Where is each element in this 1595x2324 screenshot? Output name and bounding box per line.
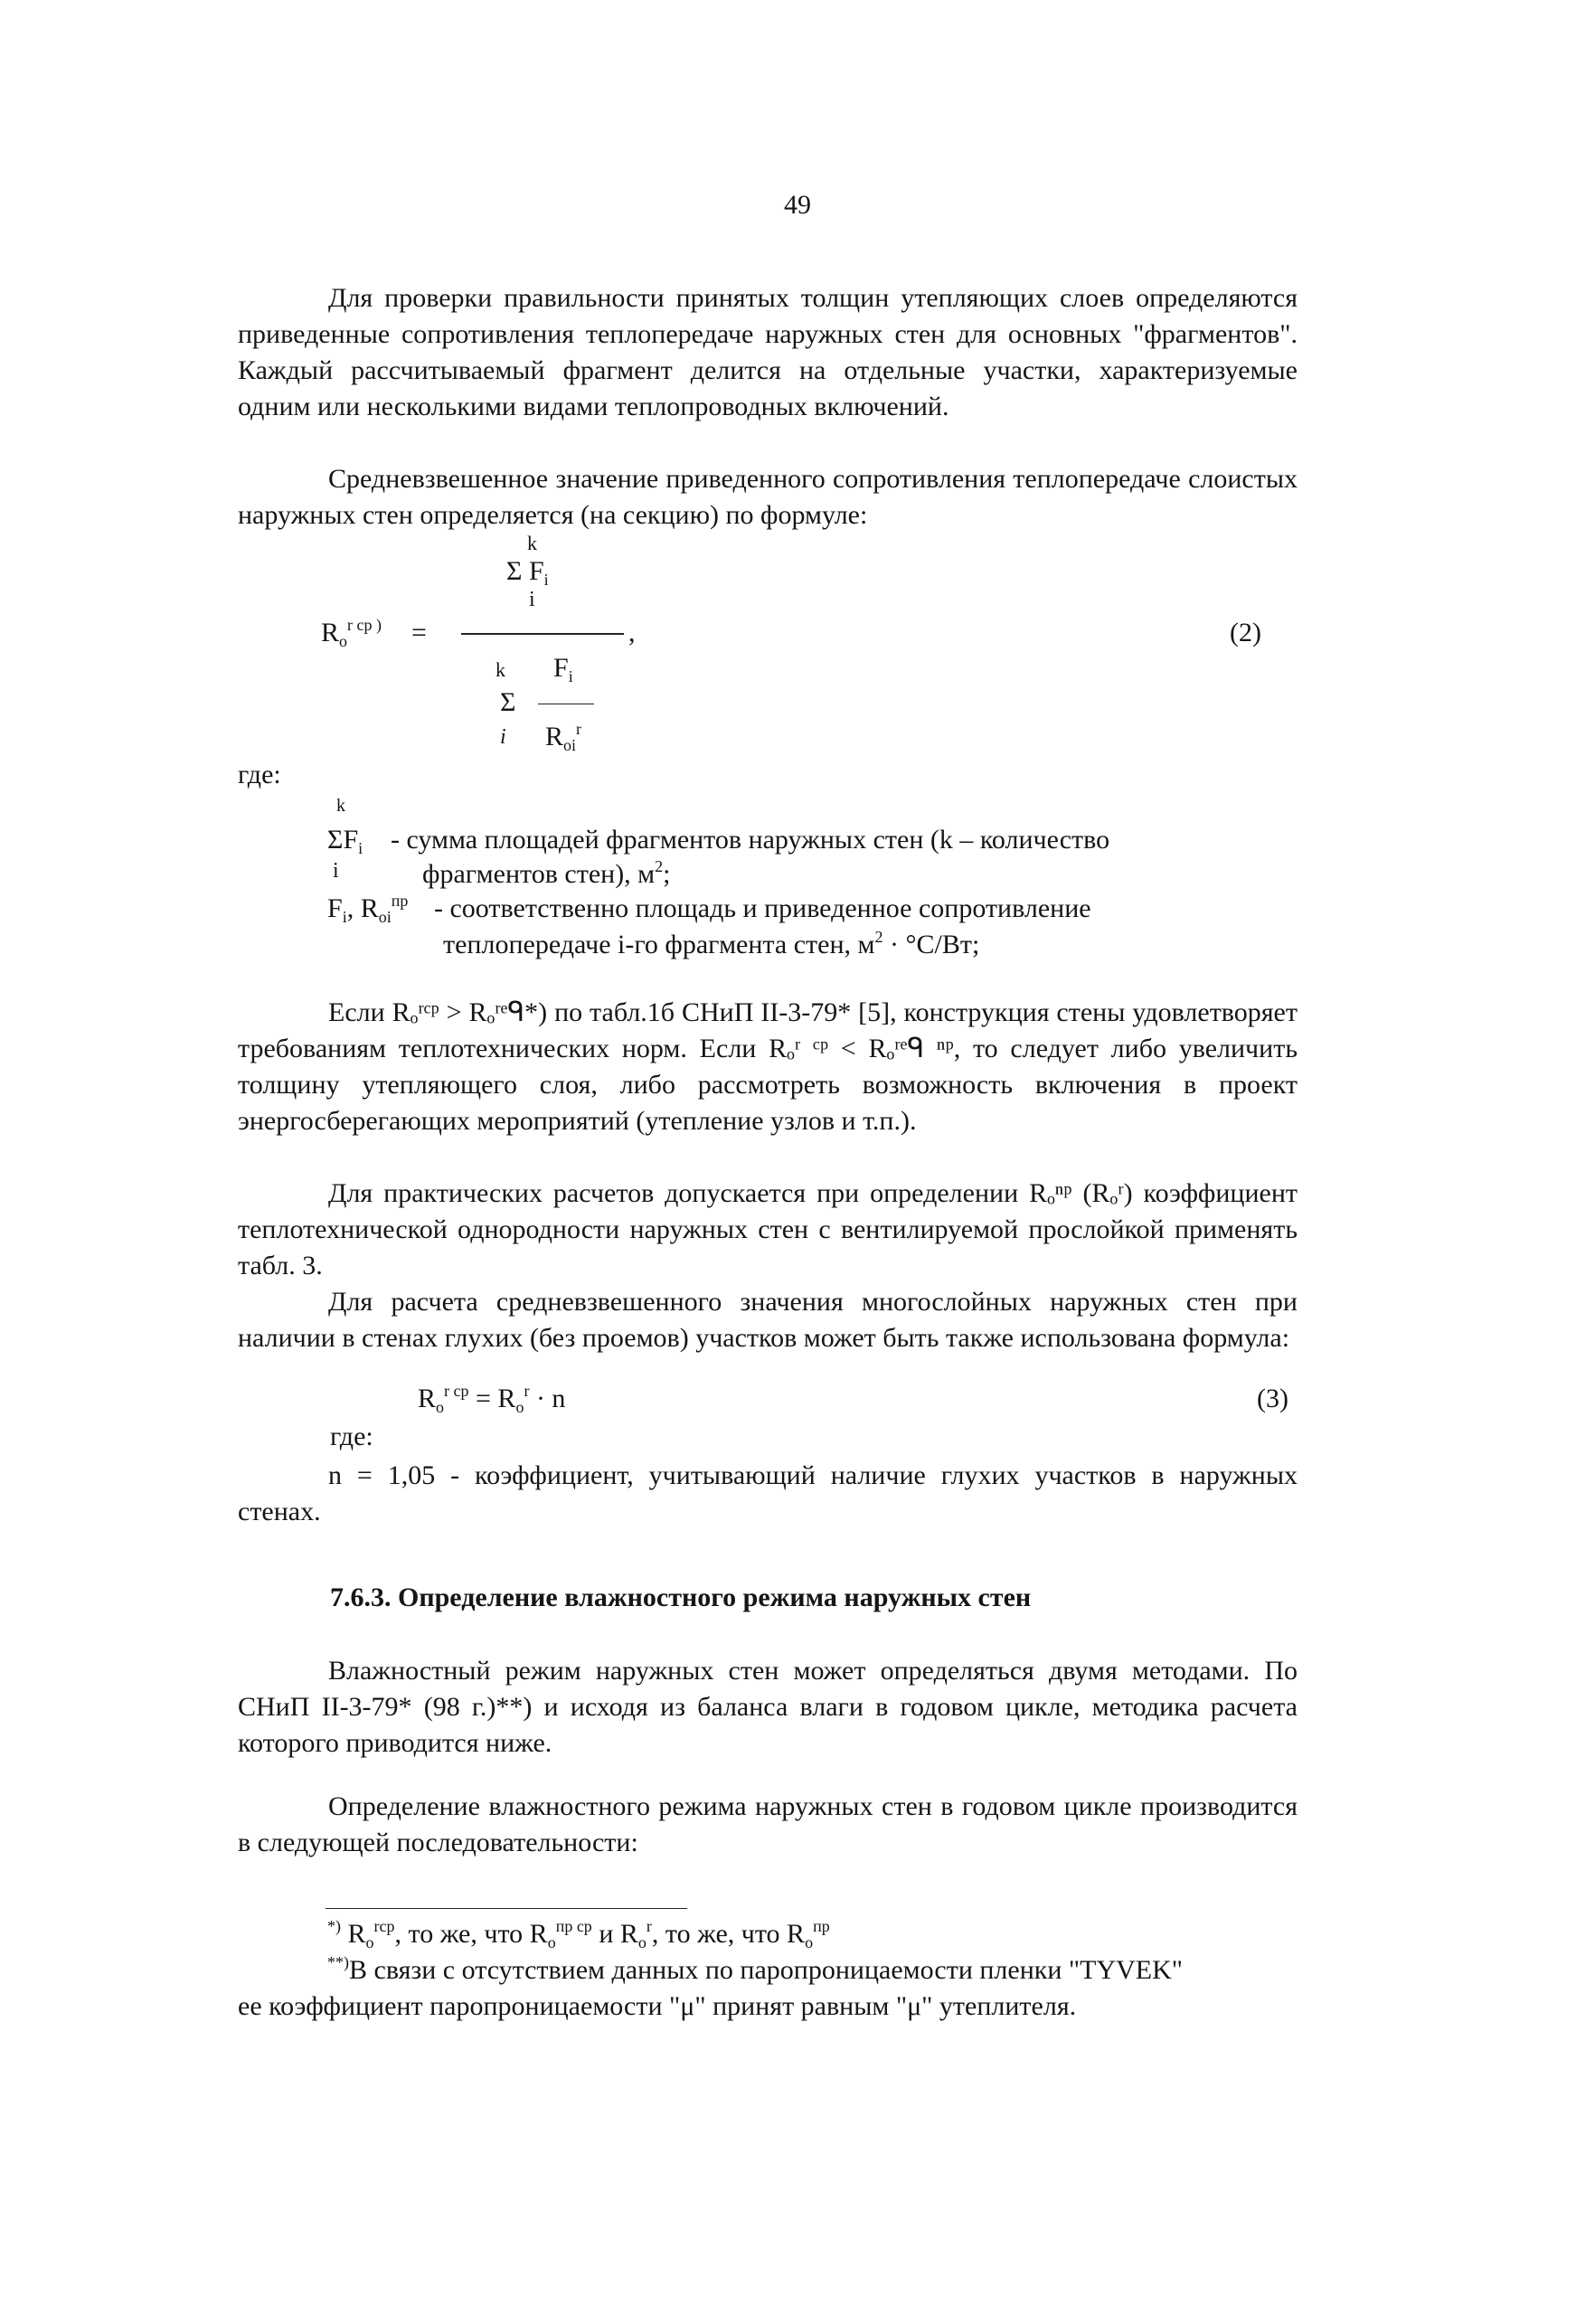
footnote-1: *) $R_o^{rcp}$, то же, что $R_o^{пр cp}$ и $R_o^r$, то же, что $R_o^{пр}$: [327, 1917, 830, 1951]
formula2-num-sum: Σ $F_i$: [506, 556, 549, 589]
footnote-2-continued: ее коэффициент паропроницаемости "μ" принят равным "μ" утеплителя.: [238, 1991, 1077, 2021]
formula2-lhs: $R_o^{r cp )}$: [321, 616, 382, 650]
formula2-den-R: $R_{oi}^r$: [545, 720, 582, 754]
def1-text: - сумма площадей фрагментов наружных стен (k – количество: [391, 825, 1110, 855]
formula2-den-sigma: Σ: [500, 687, 516, 717]
formula2-den-i: i: [500, 725, 506, 749]
paragraph-verification: Для проверки правильности принятых толщин утепляющих слоев определяются приведенные сопротивления теплопередаче наружных стен для основных "фрагментов". Каждый рассчитываемый фрагмент делится на отдельные участки, характеризуемые одним или несколькими видами теплопроводных включений.: [238, 283, 1298, 421]
formula2-num-k: k: [527, 532, 537, 554]
def2-symbol: $F_i$, $R_{oi}^{пр}$: [327, 892, 409, 926]
formula2-den-F: $F_i$: [553, 653, 573, 685]
formula2-num-i: i: [529, 588, 535, 611]
paragraph-definition-sequence: Определение влажностного режима наружных стен в годовом цикле производится в следующей последовательности:: [238, 1791, 1298, 1857]
def1-symbol: $\Sigma F_i$: [327, 825, 363, 857]
paragraph-n-coefficient: n = 1,05 - коэффициент, учитывающий наличие глухих участков в наружных стенах.: [238, 1460, 1298, 1526]
section-heading: 7.6.3. Определение влажностного режима наружных стен: [330, 1582, 1032, 1612]
def1-k: k: [336, 796, 345, 816]
def2-text: - соответственно площадь и приведенное сопротивление: [434, 893, 1091, 923]
formula-3: $R_o^{r cp} = R_o^r \cdot n$: [418, 1382, 566, 1416]
where-label: где:: [238, 760, 281, 789]
paragraph-humidity-methods: Влажностный режим наружных стен может определяться двумя методами. По СНиП II-3-79* (98 г.)**) и исходя из баланса влаги в годовом цикле, методика расчета которого приводится ниже.: [238, 1656, 1298, 1758]
formula2-den-k: k: [495, 658, 505, 681]
paragraph-if-condition: Если Rₒʳᶜᵖ > Rₒʳᵉᑫ*) по табл.1б СНиП II-3-79* [5], конструкция стены удовлетворяет требованиям теплотехнических норм. Если Rₒʳ ᶜᵖ < Rₒʳᵉᑫ ⁿᵖ, то следует либо увеличить толщину утепляющего слоя, либо рассмотреть возможность включения в проект энергосберегающих мероприятий (утепление узлов и т.п.).: [238, 997, 1298, 1136]
paragraph-practical: Для практических расчетов допускается при определении Rₒⁿᵖ (Rₒʳ) коэффициент теплотехнической однородности наружных стен с вентилируемой прослойкой применять табл. 3.: [238, 1178, 1298, 1280]
def2-text2: теплопередаче i-го фрагмента стен, $м^2 \cdot ^\circ C/Вт$;: [443, 928, 980, 959]
def1-text2: фрагментов стен), $м^2$;: [422, 857, 671, 889]
formula2-number: (2): [1230, 618, 1261, 647]
page-number: 49: [784, 190, 811, 220]
formula2-comma: ,: [628, 618, 636, 647]
paragraph-multilayer: Для расчета средневзвешенного значения многослойных наружных стен при наличии в стенах глухих (без проемов) участков может быть также использована формула:: [238, 1287, 1298, 1353]
formula3-number: (3): [1257, 1384, 1288, 1413]
where-label-2: где:: [330, 1422, 373, 1451]
formula2-equals: =: [411, 618, 427, 647]
formula2-fraction-bar: [461, 633, 624, 635]
footnote-separator: [326, 1908, 687, 1909]
paragraph-weighted-mean: Средневзвешенное значение приведенного сопротивления теплопередаче слоистых наружных стен определяется (на секцию) по формуле:: [238, 464, 1298, 530]
footnote-2: **)В связи с отсутствием данных по паропроницаемости пленки "TYVEK": [327, 1953, 1184, 1985]
def1-i: i: [333, 859, 339, 883]
